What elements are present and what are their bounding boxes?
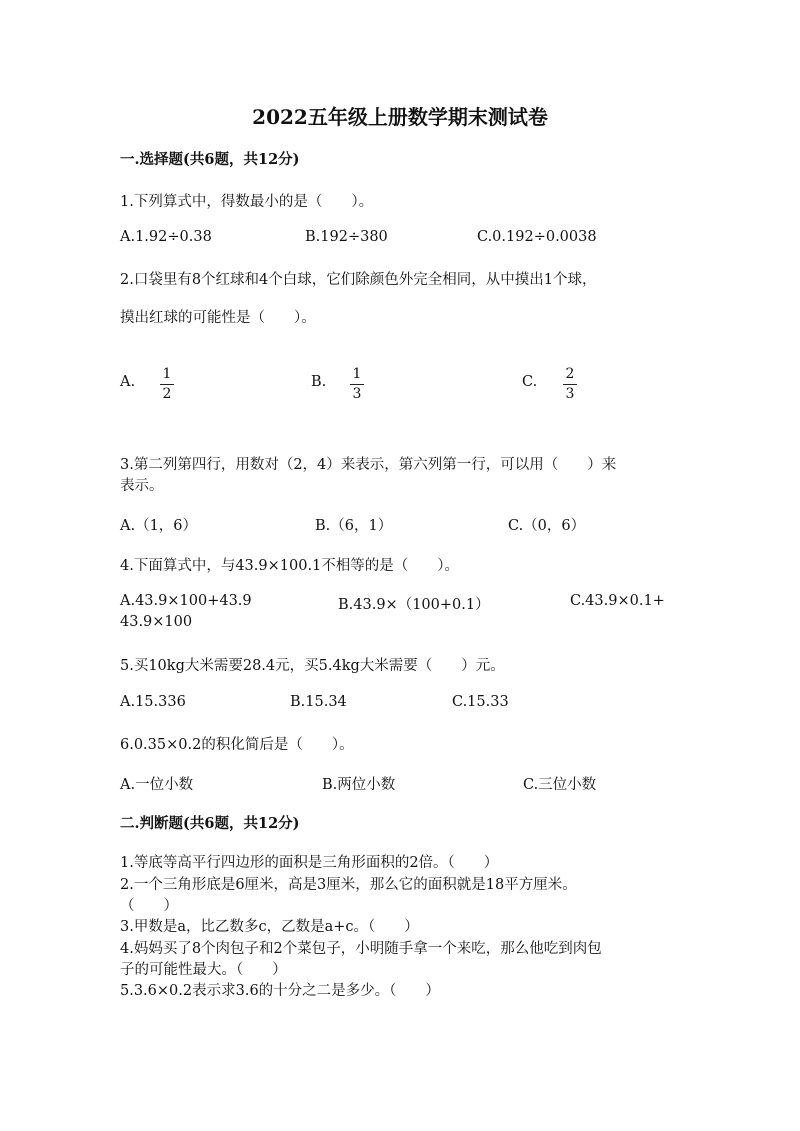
q1-option-a: A.1.92÷0.38 xyxy=(120,229,212,245)
section-1-heading: 一.选择题(共6题，共12分) xyxy=(120,151,300,168)
judge-item-3: 3.甲数是a，比乙数多c，乙数是a+c。（ ） xyxy=(120,919,419,935)
q6-option-a: A.一位小数 xyxy=(120,777,194,793)
q2-option-c-denominator: 3 xyxy=(565,386,575,402)
judge-item-5: 5.3.6×0.2表示求3.6的十分之二是多少。（ ） xyxy=(120,983,440,999)
q2-option-a-label: A. xyxy=(120,374,136,390)
q5-stem: 5.买10kg大米需要28.4元，买5.4kg大米需要（ ）元。 xyxy=(120,658,505,674)
q4-option-c-continued: 43.9×100 xyxy=(120,614,193,630)
q3-stem-line2: 表示。 xyxy=(120,478,164,494)
q2-option-b-denominator: 3 xyxy=(352,386,362,402)
q4-option-c: C.43.9×0.1+ xyxy=(570,593,665,609)
fraction-bar xyxy=(160,384,174,385)
q2-option-a-denominator: 2 xyxy=(162,386,172,402)
q4-option-b: B.43.9×（100+0.1） xyxy=(338,597,490,613)
fraction-bar xyxy=(350,384,364,385)
judge-item-2: 2.一个三角形底是6厘米，高是3厘米，那么它的面积就是18平方厘米。 xyxy=(120,877,577,893)
q1-option-b: B.192÷380 xyxy=(305,229,388,245)
q2-option-c-label: C. xyxy=(522,374,538,390)
q3-option-c: C.（0，6） xyxy=(508,518,586,534)
q2-option-b-fraction xyxy=(350,367,364,401)
q5-option-a: A.15.336 xyxy=(120,694,186,710)
q3-option-a: A.（1，6） xyxy=(120,518,198,534)
judge-item-4: 4.妈妈买了8个肉包子和2个菜包子，小明随手拿一个来吃，那么他吃到肉包 xyxy=(120,941,602,957)
q6-option-c: C.三位小数 xyxy=(523,777,597,793)
judge-item-2-continued: （ ） xyxy=(120,898,178,914)
q1-stem: 1.下列算式中，得数最小的是（ ）。 xyxy=(120,194,374,210)
q3-option-b: B.（6，1） xyxy=(315,518,393,534)
q2-option-a-numerator: 1 xyxy=(162,366,172,382)
q2-option-b-label: B. xyxy=(311,374,327,390)
q4-stem: 4.下面算式中，与43.9×100.1不相等的是（ ）。 xyxy=(120,558,460,574)
q2-stem-line1: 2.口袋里有8个红球和4个白球，它们除颜色外完全相同，从中摸出1个球， xyxy=(120,272,597,288)
q2-option-a-fraction xyxy=(160,367,174,401)
q2-option-b-numerator: 1 xyxy=(352,366,362,382)
q5-option-c: C.15.33 xyxy=(452,694,509,710)
q1-option-c: C.0.192÷0.0038 xyxy=(477,229,597,245)
q2-option-c-fraction xyxy=(563,367,577,401)
q6-stem: 6.0.35×0.2的积化简后是（ ）。 xyxy=(120,737,354,753)
q6-option-b: B.两位小数 xyxy=(322,777,396,793)
q2-stem-line2: 摸出红球的可能性是（ ）。 xyxy=(120,310,316,326)
q3-stem-line1: 3.第二列第四行，用数对（2，4）来表示，第六列第一行，可以用（ ）来 xyxy=(120,457,617,473)
q4-option-a: A.43.9×100+43.9 xyxy=(120,593,252,609)
q2-option-c-numerator: 2 xyxy=(565,366,575,382)
judge-item-4-continued: 子的可能性最大。（ ） xyxy=(120,962,287,978)
section-2-heading: 二.判断题(共6题，共12分) xyxy=(120,815,300,832)
q5-option-b: B.15.34 xyxy=(290,694,347,710)
judge-item-1: 1.等底等高平行四边形的面积是三角形面积的2倍。（ ） xyxy=(120,855,499,871)
fraction-bar xyxy=(563,384,577,385)
page-title: 2022五年级上册数学期末测试卷 xyxy=(252,105,548,129)
